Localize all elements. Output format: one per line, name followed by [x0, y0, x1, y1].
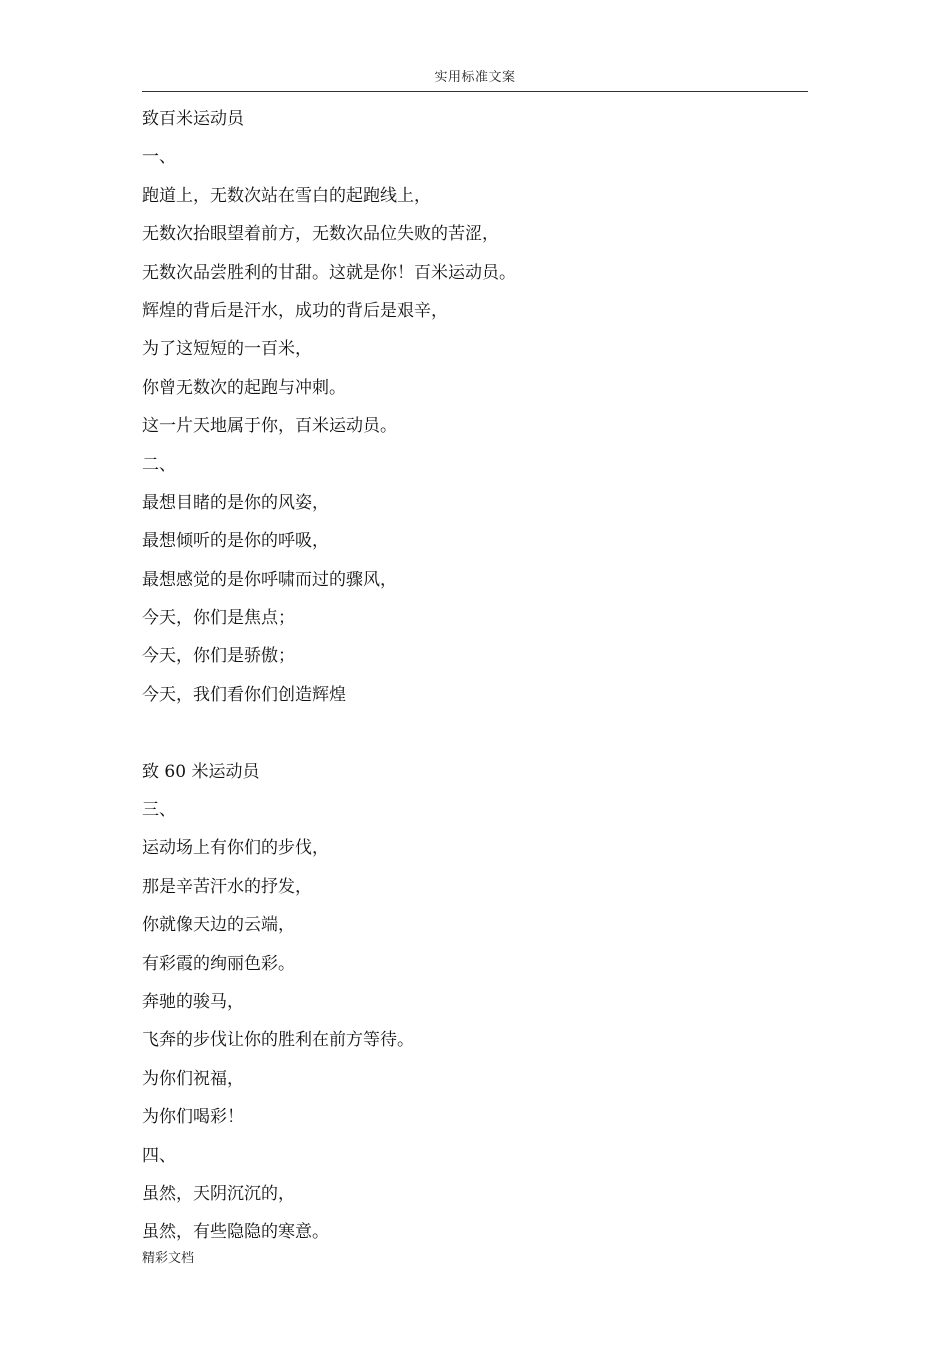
poem-line: 飞奔的步伐让你的胜利在前方等待。: [142, 1030, 414, 1051]
stanza-number-4: 四、: [142, 1145, 176, 1166]
poem-line: 今天，我们看你们创造辉煌: [142, 684, 346, 705]
poem-line: 奔驰的骏马，: [142, 991, 244, 1012]
poem-line: 这一片天地属于你，百米运动员。: [142, 416, 397, 437]
poem-line: 你就像天边的云端，: [142, 915, 295, 936]
poem-line: 运动场上有你们的步伐，: [142, 838, 329, 859]
poem-line: 那是辛苦汗水的抒发，: [142, 876, 312, 897]
section-title-60m: 致 60 米运动员: [142, 761, 260, 782]
poem-line: 为你们喝彩！: [142, 1107, 244, 1128]
page-footer: 精彩文档: [142, 1251, 195, 1266]
section-title-100m: 致百米运动员: [142, 109, 244, 129]
poem-line: 今天，你们是焦点；: [142, 608, 295, 629]
poem-line: 最想感觉的是你呼啸而过的骤风，: [142, 569, 397, 590]
document-body: [142, 100, 808, 1252]
poem-line: 最想目睹的是你的风姿，: [142, 492, 329, 513]
header-rule: [142, 91, 808, 92]
stanza-number-1: 一、: [142, 147, 176, 168]
poem-line: 你曾无数次的起跑与冲刺。: [142, 377, 346, 398]
stanza-number-2: 二、: [142, 454, 176, 475]
blank-line: [142, 714, 808, 752]
poem-line: 无数次品尝胜利的甘甜。这就是你！百米运动员。: [142, 262, 516, 283]
poem-line: 辉煌的背后是汗水，成功的背后是艰辛，: [142, 300, 448, 321]
poem-line: 今天，你们是骄傲；: [142, 646, 295, 667]
page-header: 实用标准文案: [434, 70, 516, 85]
poem-line: 为你们祝福，: [142, 1068, 244, 1089]
poem-line: 最想倾听的是你的呼吸，: [142, 531, 329, 552]
poem-line: 无数次抬眼望着前方，无数次品位失败的苦涩，: [142, 224, 499, 245]
poem-line: 跑道上，无数次站在雪白的起跑线上，: [142, 185, 431, 206]
poem-line: 有彩霞的绚丽色彩。: [142, 953, 295, 974]
poem-line: 虽然，有些隐隐的寒意。: [142, 1222, 329, 1243]
stanza-number-3: 三、: [142, 800, 176, 821]
poem-line: 虽然，天阴沉沉的，: [142, 1183, 295, 1204]
poem-line: 为了这短短的一百米，: [142, 339, 312, 360]
